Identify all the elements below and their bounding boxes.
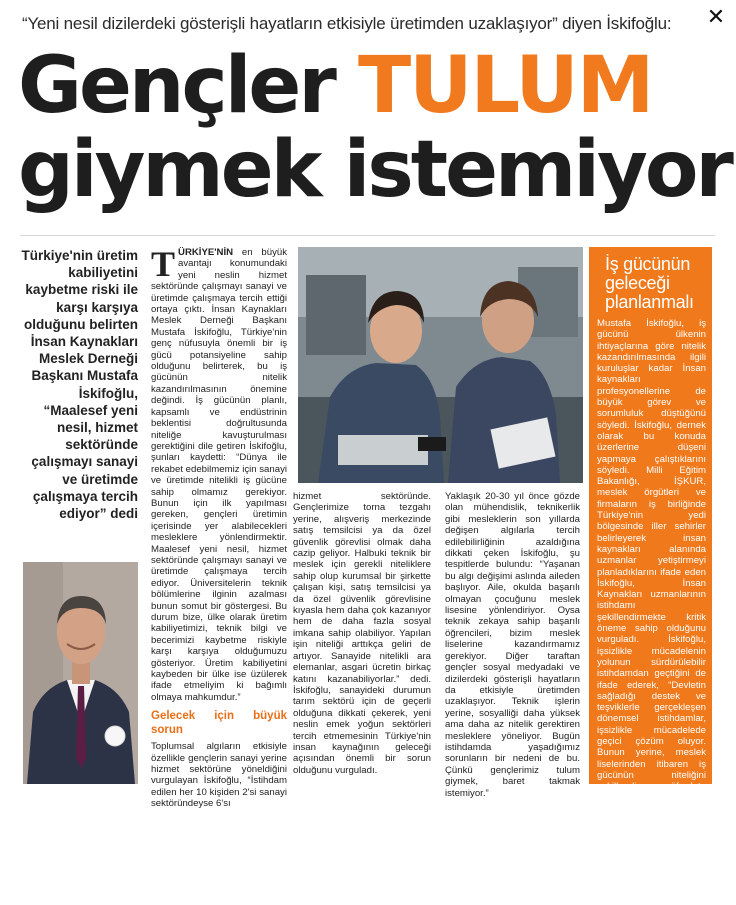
body-column-2: hizmet sektöründe. Gençlerimize torna tezgahı yerine, alışveriş merkezinde satış temsilcisi ya da özel güvenlik görevlisi olmak daha cazip geliyor. Halbuki teknik bir meslek için gerekli niteliklere sahip olup kurumsal bir şirkette çalışan kişi, satış temsilcisi ya da özel güvenlik görevlisine kıyasla hem daha çok kazanıyor hem de daha fazla sosyal imkana sahip olabiliyor. Yapılan işin niteliği arttıkça geliri de artıyor. Sanayide nitelikli ara elemanlar, asgari ücretin birkaç katını kazanabiliyorlar.” dedi. İskifoğlu, sanayideki durumun tarım sektörü için de geçerli olduğuna dikkati çekerek, yeni neslin emek yoğun sektörleri tercih etmemesinin Türkiye'nin insan kaynağının geleceği açısından önemli bir sorun olduğunu vurguladı.: [293, 491, 431, 776]
sidebar-box: [589, 247, 712, 905]
close-icon[interactable]: ✕: [706, 5, 726, 30]
article-headline: [18, 41, 731, 215]
section-subheading: Gelecek için büyük sorun: [151, 710, 287, 737]
headline-line-2: giymek istemiyor: [18, 125, 731, 215]
headline-word-gencler: Gençler: [18, 41, 334, 131]
sidebar-title: İş gücünün geleceği planlanmalı: [605, 254, 694, 312]
lead-word: ÜRKİYE'NİN: [178, 247, 234, 258]
portrait-photo: [23, 562, 138, 784]
headline-highlight: TULUM: [357, 41, 653, 131]
portrait-illustration: [23, 562, 138, 784]
body-column-1: [151, 244, 287, 810]
drop-cap: T: [151, 244, 176, 284]
sidebar-body: Mustafa İskifoğlu, iş gücünü ülkenin ihtiyaçlarına göre nitelik kazandırılmasında ilgili kuruluşlar kadar İnsan kaynakları profesyonellerine de büyük görev ve sorumluluk düştüğünü söyledi. İskifoğlu, dernek olarak bu konuda üzerlerine düşeni yapmaya çalıştıklarını söyledi. Milli Eğitim Bakanlığı, İŞKUR, meslek örgütleri ve firmaların iş birliğinde Türkiye'nin yedi bölgesinde iller sehirler belirleyerek insan kaynakları alanında uzmanlar yetiştirmeyi planladıklarını ifade eden İskifoğlu, İnsan Kaynakları uzmanlarının istihdamı şekillendirmekte kritik öneme sahip olduğunu vurguladı. İskifoğlu, işsizlikle mücadelenin yolunun sürdürülebilir istihdamdan geçtiğini de ifade ederek, “Devletin sağladığı destek ve teşviklerle gerçekleşen dönemsel istihdamlar, işsizlikle mücadelede geçici çözüm oluyor. Bunun yerine, meslek liselerinden itibaren iş gücünün niteliğini şekillendiren, müfredata her bölgenin yerel sanayisinin ve üretiminin iş gücünde aradığı bilgiye yer veren, iş gücünü geleceğin çalışma düzenine göre planlayan daha kalıcı ve sürdürülebilir bir bakış açısı hayata geçirilmeli.” diye konuştu.: [597, 318, 706, 905]
divider: [20, 235, 715, 236]
article-lede: Türkiye'nin üretim kabiliyetini kaybetme riski ile karşı karşıya olduğunu belirten İnsan Kaynakları Meslek Derneği Başkanı Mustafa İskifoğlu, “Maalesef yeni nesil, hizmet sektöründe çalışmayı sanayi ve üretimde çalışmaya tercih ediyor” dedi: [21, 248, 138, 522]
body-column-3: Yaklaşık 20-30 yıl önce gözde olan mühendislik, teknikerlik gibi mesleklerin son yıllarda değişen algılarla tercih edilebilirliğinin azaldığına dikkati çeken İskifoğlu, şu tespitlerde bulundu: “Yaşanan bu algı değişimi aslında aileden başlıyor. Aile, okulda başarılı olmayan çocuğunu meslek lisesine yönlendiriyor. Oysa teknik zekaya sahip başarılı öğrencileri, bizim meslek liselerine kazandırmamız gerekiyor. Diğer taraftan gençler sosyal medyadaki ve dizilerdeki gösterişli hayatların da etkisiyle üretimden uzaklaşıyor. Teknik işlerin yerine, sosyalliği daha yüksek ama daha az nitelik gerektiren mesleklere yöneliyor. Bugün istihdamda yaşadığımız sorunların bir nedeni de bu. Çünkü gençlerimiz tulum giymek, baret takmak istemiyor.”: [445, 491, 580, 799]
workers-illustration: [298, 247, 583, 483]
headline-line-1: [18, 41, 718, 131]
workers-photo: [298, 247, 583, 483]
article-kicker: “Yeni nesil dizilerdeki gösterişli hayatların etkisiyle üretimden uzaklaşıyor” diyen İskifoğlu:: [22, 14, 672, 33]
column-1-text-continued: Toplumsal algıların etkisiyle özellikle gençlerin sanayi yerine hizmet sektörüne yöneldiğini vurgulayan İskifoğlu, “İstihdam edilen her 10 kişiden 2'si sanayi sektöründeyse 6'sı: [151, 741, 287, 810]
column-1-text: en büyük avantajı konumundaki yeni neslin hizmet sektöründe çalışmayı sanayi ve üretimde çalışmaya tercih ettiği ortaya çıktı. İnsan Kaynakları Meslek Derneği Başkanı Mustafa İskifoğlu, Türkiye'nin genç nüfusuyla önemli bir iş gücü potansiyeline sahip olduğunu belirterek, bu iş gücünün nitelik kazandırılmasının önemine değindi. İş gücünün planlı, kapsamlı ve endüstrinin beklentisi doğrultusunda niteliğe kavuşturulması gerektiğini dile getiren İskifoğlu, şunları kaydetti: “Dünya ile rekabet edebilmemiz için sanayi ve üretimde nitelikli iş gücüne sahip olmamız gerekiyor. Bunun için ilk yapılması gereken, gençleri üretimin içerisinde yer alabilecekleri mesleklere yönlendirmektir. Maalesef yeni nesil, hizmet sektöründe çalışmayı sanayi ve üretimde çalışmaya tercih ediyor. Üniversitelerin teknik bölümlerine ilginin azalması bunun somut bir göstergesi. Bu durum bize, ülke olarak üretim kabiliyetimizi, teknik bilgi ve becerimizi kaybetme riskiyle karşı karşıya olduğumuzu gösteriyor. Üretim kabiliyetini kaybeden bir ülke ise üzülerek ifade etmeliyim ki bağımlı olmaya mahkumdur.”: [151, 247, 287, 703]
